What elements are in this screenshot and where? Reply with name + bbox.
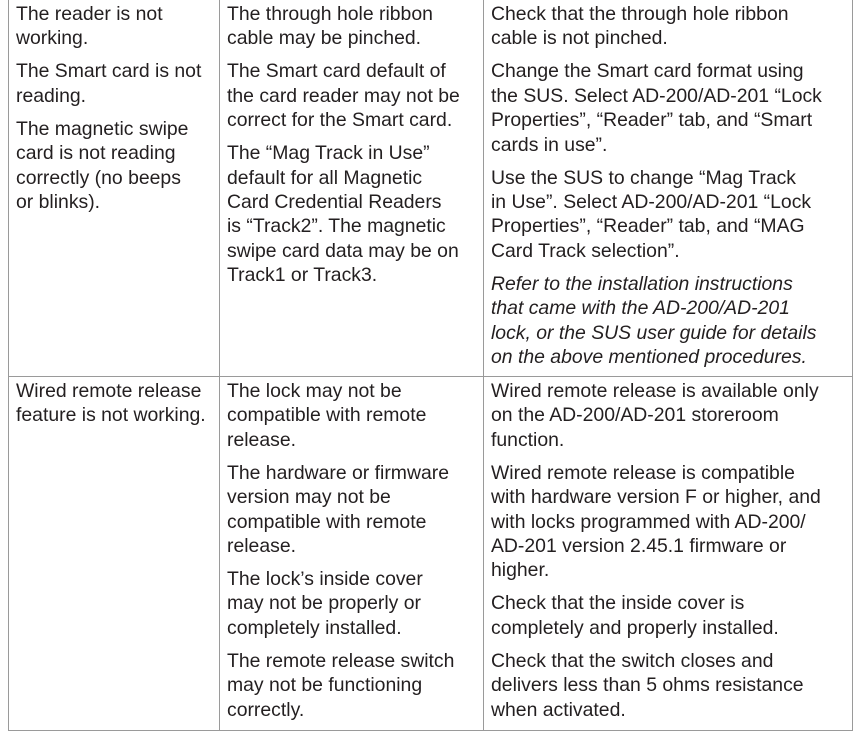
problem-cell xyxy=(9,0,220,377)
solution-text: Wired remote release is compatible with hardware version F or higher, and with locks programmed with AD-200/ AD-201 version 2.45.1 firmware or higher. xyxy=(491,461,821,582)
cause-text: The through hole ribbon cable may be pinched. xyxy=(227,3,433,50)
cause-cell xyxy=(220,377,484,731)
table-row xyxy=(9,377,853,731)
solution-text: Check that the switch closes and delivers less than 5 ohms resistance when activated. xyxy=(491,649,804,721)
problem-text: The magnetic swipe card is not reading correctly (no beeps or blinks). xyxy=(16,117,189,214)
solution-text: Check that the through hole ribbon cable is not pinched. xyxy=(491,3,789,50)
problem-text: The Smart card is not reading. xyxy=(16,60,202,107)
solution-note: Refer to the installation instructions that came with the AD-200/AD-201 lock, or the SUS user guide for details on the above mentioned procedures. xyxy=(491,272,817,369)
solution-text: Wired remote release is available only on the AD-200/AD-201 storeroom function. xyxy=(491,380,819,451)
troubleshooting-table xyxy=(8,0,853,731)
solution-cell xyxy=(484,377,853,731)
cause-text: The hardware or firmware version may not be compatible with remote release. xyxy=(227,461,449,558)
cause-cell xyxy=(220,0,484,377)
solution-cell xyxy=(484,0,853,377)
solution-text: Check that the inside cover is completely and properly installed. xyxy=(491,592,779,639)
cause-text: The “Mag Track in Use” default for all Magnetic Card Credential Readers is “Track2”. The magnetic swipe card data may be on Track1 or Track3. xyxy=(227,142,459,287)
cause-text: The lock may not be compatible with remote release. xyxy=(227,380,427,451)
cause-text: The Smart card default of the card reader may not be correct for the Smart card. xyxy=(227,60,460,132)
problem-text: The reader is not working. xyxy=(16,3,163,50)
solution-text: Use the SUS to change “Mag Track in Use”. Select AD-200/AD-201 “Lock Properties”, “Reader” tab, and “MAG Card Track selection”. xyxy=(491,166,812,262)
cause-text: The lock’s inside cover may not be properly or completely installed. xyxy=(227,568,423,639)
problem-text: Wired remote release feature is not working. xyxy=(16,380,206,427)
cause-text: The remote release switch may not be functioning correctly. xyxy=(227,649,455,721)
table-row xyxy=(9,0,853,377)
solution-text: Change the Smart card format using the SUS. Select AD-200/AD-201 “Lock Properties”, “Reader” tab, and “Smart cards in use”. xyxy=(491,60,822,156)
problem-cell xyxy=(9,377,220,731)
